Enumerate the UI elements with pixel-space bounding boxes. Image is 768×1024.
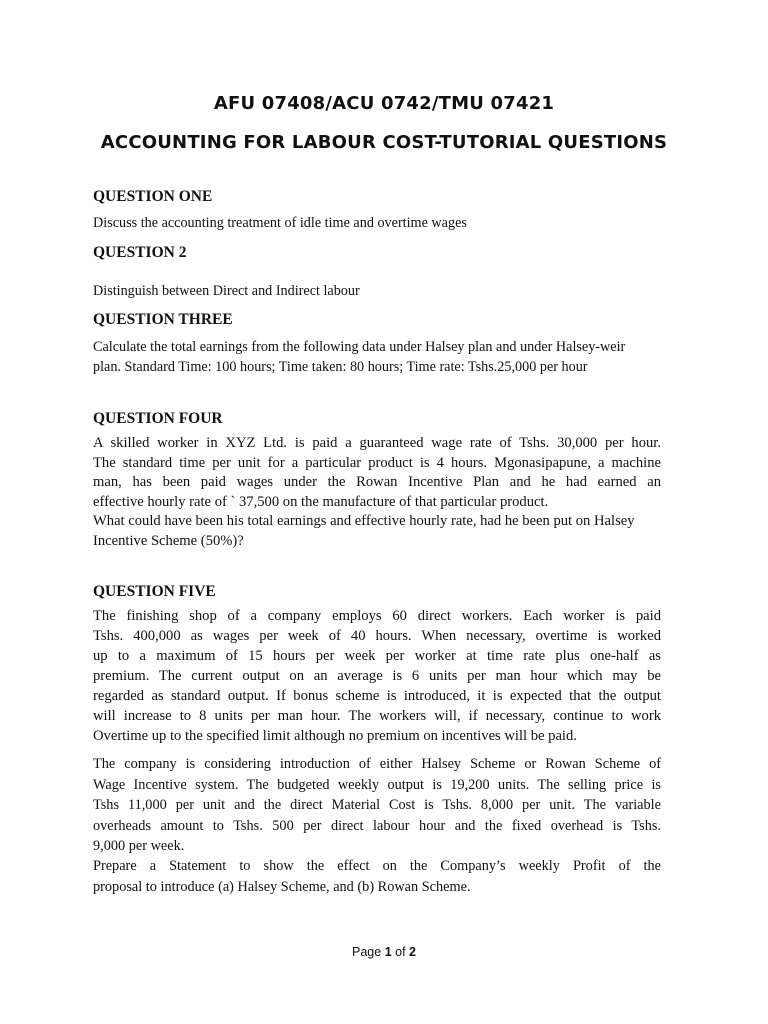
- footer-of-word: of: [395, 945, 406, 959]
- question-five-line: regarded as standard output. If bonus scheme is introduced, it is expected that the output: [93, 688, 661, 704]
- question-four-line: Incentive Scheme (50%)?: [93, 532, 244, 549]
- question-four-line: effective hourly rate of ` 37,500 on the manufacture of that particular product.: [93, 493, 549, 510]
- footer-page-total: 2: [409, 945, 416, 959]
- question-four-line: man, has been paid wages under the Rowan Incentive Plan and he had earned an: [93, 474, 661, 490]
- question-one-line: Discuss the accounting treatment of idle time and overtime wages: [93, 215, 467, 231]
- question-one-heading: QUESTION ONE: [93, 188, 213, 205]
- course-codes-title: AFU 07408/ACU 0742/TMU 07421: [213, 93, 555, 114]
- question-five-paragraph-3: [93, 856, 661, 898]
- question-four-line: The standard time per unit for a particular product is 4 hours. Mgonasipapune, a machine: [93, 454, 661, 471]
- question-four-body: [93, 434, 661, 551]
- question-five-line: proposal to introduce (a) Halsey Scheme, and (b) Rowan Scheme.: [93, 879, 471, 895]
- question-five-line: will increase to 8 units per man hour. The workers will, if necessary, continue to work: [93, 708, 661, 724]
- question-five-line: Overtime up to the specified limit although no premium on incentives will be paid.: [93, 728, 577, 744]
- footer-page-word: Page: [352, 945, 382, 959]
- question-five-line: overheads amount to Tshs. 500 per direct labour hour and the fixed overhead is Tshs.: [93, 817, 661, 834]
- question-three-body: [93, 338, 678, 377]
- question-four-heading: QUESTION FOUR: [93, 410, 223, 427]
- question-five-line: The finishing shop of a company employs 60 direct workers. Each worker is paid: [93, 608, 661, 624]
- page-number-footer: [0, 945, 768, 959]
- question-one-body: [93, 214, 673, 234]
- question-five-line: Prepare a Statement to show the effect on the Company’s weekly Profit of the: [93, 858, 661, 874]
- document-title: ACCOUNTING FOR LABOUR COST-TUTORIAL QUESTIONS: [100, 132, 668, 153]
- question-three-heading: QUESTION THREE: [93, 311, 233, 328]
- question-two-line: Distinguish between Direct and Indirect labour: [93, 283, 360, 299]
- question-five-line: Wage Incentive system. The budgeted weekly output is 19,200 units. The selling price is: [93, 776, 661, 793]
- question-three-line: Calculate the total earnings from the following data under Halsey plan and under Halsey-weir: [93, 339, 626, 355]
- question-five-paragraph-2: [93, 754, 661, 857]
- question-five-line: up to a maximum of 15 hours per week per worker at time rate plus one-half as: [93, 648, 661, 664]
- question-five-line: The company is considering introduction of either Halsey Scheme or Rowan Scheme of: [93, 756, 661, 772]
- question-five-heading: QUESTION FIVE: [93, 583, 216, 600]
- question-four-line: What could have been his total earnings and effective hourly rate, had he been put on Halsey: [93, 513, 635, 529]
- question-two-body: [93, 282, 673, 302]
- question-two-heading: QUESTION 2: [93, 244, 187, 261]
- question-five-line: premium. The current output on an average is 6 units per man hour which may be: [93, 668, 661, 684]
- question-five-line: Tshs 11,000 per unit and the direct Material Cost is Tshs. 8,000 per unit. The variable: [93, 797, 661, 813]
- question-five-line: 9,000 per week.: [93, 838, 185, 854]
- footer-page-current: 1: [384, 945, 392, 959]
- question-five-line: Tshs. 400,000 as wages per week of 40 hours. When necessary, overtime is worked: [93, 628, 661, 644]
- question-four-line: A skilled worker in XYZ Ltd. is paid a guaranteed wage rate of Tshs. 30,000 per hour.: [93, 435, 661, 451]
- question-five-paragraph-1: [93, 606, 661, 746]
- question-three-line: plan. Standard Time: 100 hours; Time taken: 80 hours; Time rate: Tshs.25,000 per hour: [93, 358, 588, 375]
